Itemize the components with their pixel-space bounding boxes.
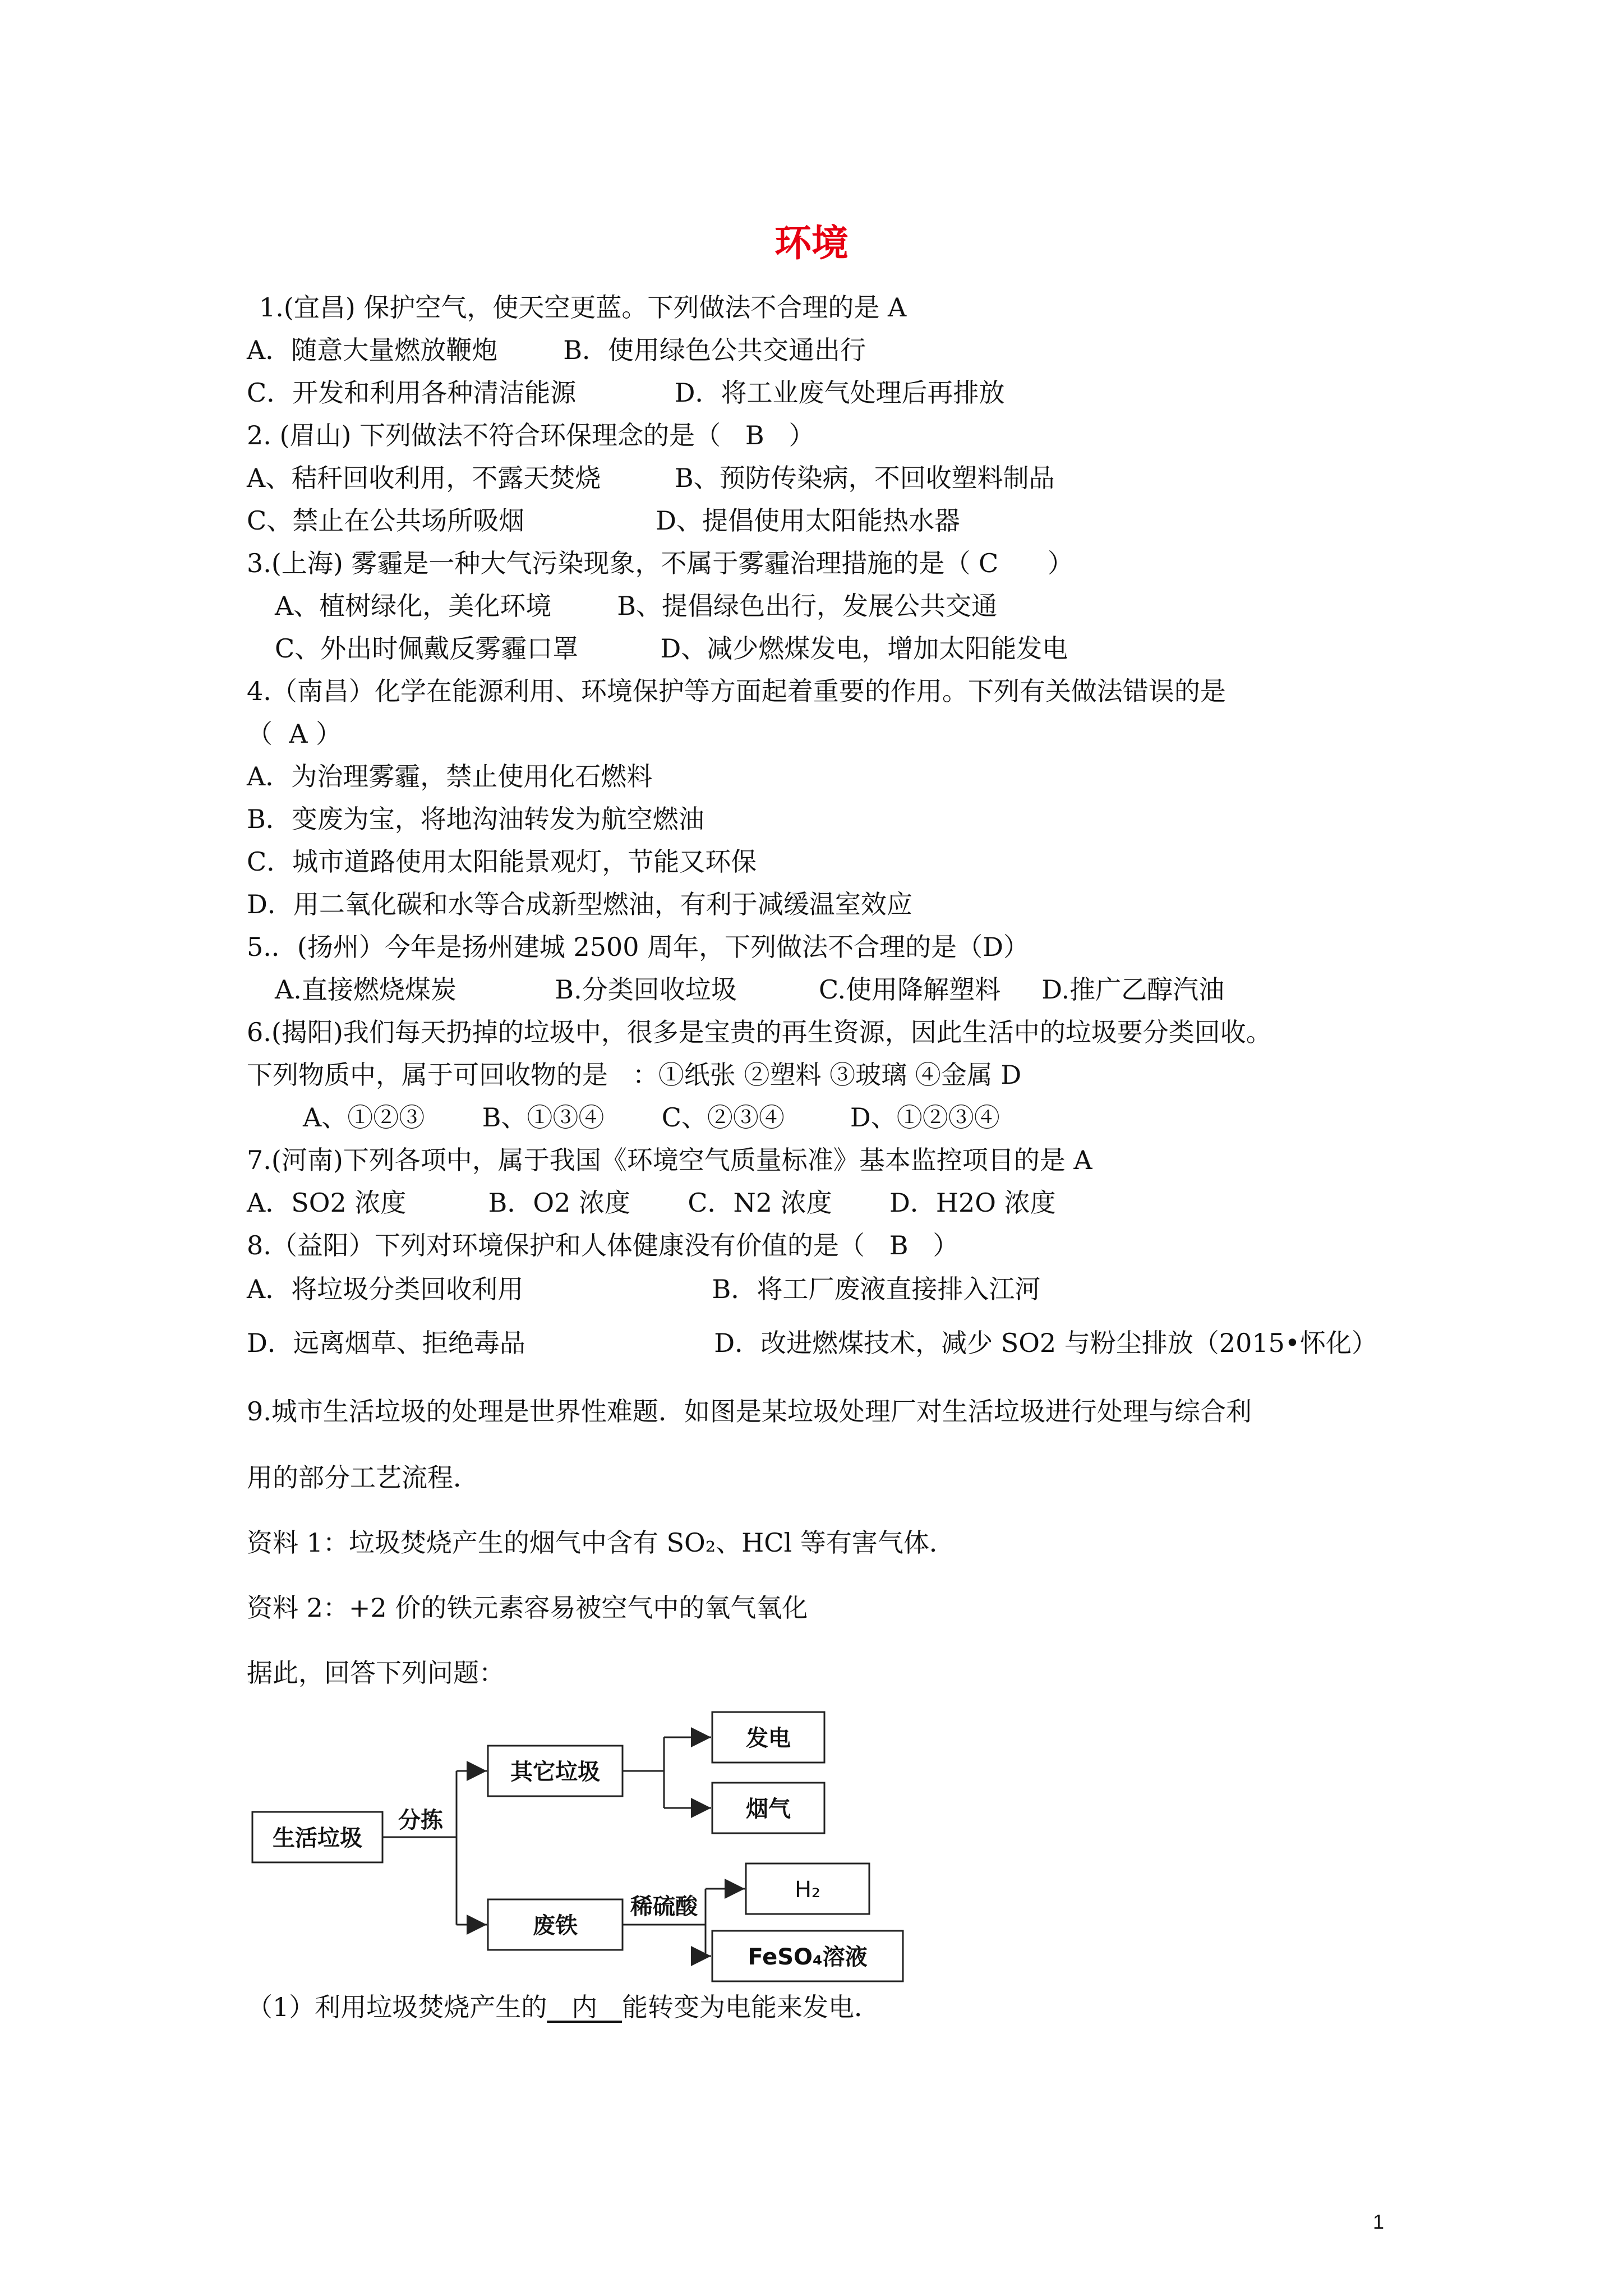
text-line: 用的部分工艺流程． [247, 1462, 479, 1493]
text-line: A、①②③ B、①③④ C、②③④ D、①②③④ [303, 1102, 1000, 1133]
text-line: A、植树绿化，美化环境 B、提倡绿色出行，发展公共交通 [275, 591, 997, 621]
text-line: 8.（益阳）下列对环境保护和人体健康没有价值的是（ B ） [247, 1230, 959, 1260]
text-line: A．为治理雾霾，禁止使用化石燃料 [247, 761, 653, 792]
text-line: 6.(揭阳)我们每天扔掉的垃圾中，很多是宝贵的再生资源，因此生活中的垃圾要分类回收。 [247, 1017, 1272, 1047]
q1-prefix: （1）利用垃圾焚烧产生的 [247, 1992, 547, 2022]
text-line: A、秸秆回收利用，不露天焚烧 B、预防传染病，不回收塑料制品 [247, 463, 1055, 493]
text-line: 7.(河南)下列各项中，属于我国《环境空气质量标准》基本监控项目的是 A [247, 1145, 1092, 1175]
page-title: 环境 [774, 222, 849, 265]
label-scrap-iron: 废铁 [533, 1913, 578, 1939]
text-line: A.直接燃烧煤炭 B.分类回收垃圾 C.使用降解塑料 D.推广乙醇汽油 [275, 974, 1225, 1005]
text-line: B．变废为宝，将地沟油转发为航空燃油 [247, 804, 704, 834]
label-smoke: 烟气 [746, 1796, 791, 1822]
text-line: A．将垃圾分类回收利用 B．将工厂废液直接排入江河 [247, 1274, 1041, 1304]
text-line: 5.．(扬州）今年是扬州建城 2500 周年，下列做法不合理的是（D） [247, 932, 1030, 962]
text-line: 3.(上海) 雾霾是一种大气污染现象，不属于雾霾治理措施的是（ C ） [247, 548, 1073, 578]
text-line: A．随意大量燃放鞭炮 B．使用绿色公共交通出行 [247, 335, 866, 365]
question-9-1 [247, 1990, 880, 2024]
text-line: 资料 1：垃圾焚烧产生的烟气中含有 SO₂、HCl 等有害气体． [247, 1527, 955, 1558]
page-number: 1 [1373, 2210, 1385, 2233]
q1-suffix: 能转变为电能来发电． [622, 1992, 880, 2022]
text-line: D．远离烟草、拒绝毒品 D．改进燃煤技术，减少 SO2 与粉尘排放（2015•怀化） [247, 1328, 1378, 1358]
text-line: 9.城市生活垃圾的处理是世界性难题．如图是某垃圾处理厂对生活垃圾进行处理与综合利 [247, 1396, 1252, 1427]
label-feso4: FeSO₄溶液 [748, 1944, 868, 1970]
text-line: （ A ） [247, 719, 342, 749]
label-h2: H₂ [794, 1877, 821, 1903]
text-line: D．用二氧化碳和水等合成新型燃油，有利于减缓温室效应 [247, 889, 912, 919]
label-dilute-sulfuric-acid: 稀硫酸 [630, 1894, 698, 1920]
text-line: C．开发和利用各种清洁能源 D．将工业废气处理后再排放 [247, 378, 1005, 408]
text-line: C、外出时佩戴反雾霾口罩 D、减少燃煤发电，增加太阳能发电 [275, 633, 1068, 664]
label-power: 发电 [746, 1726, 791, 1751]
label-other-waste: 其它垃圾 [510, 1759, 600, 1785]
q1-answer-blank: 内 [547, 1992, 623, 2022]
text-line: A．SO2 浓度 B．O2 浓度 C．N2 浓度 D．H2O 浓度 [247, 1188, 1056, 1218]
text-line: 资料 2：+2 价的铁元素容易被空气中的氧气氧化 [247, 1593, 808, 1623]
text-line: C．城市道路使用太阳能景观灯，节能又环保 [247, 846, 757, 877]
text-line: 1.(宜昌) 保护空气，使天空更蓝。下列做法不合理的是 A [259, 292, 907, 323]
text-line: C、禁止在公共场所吸烟 D、提倡使用太阳能热水器 [247, 505, 961, 536]
text-line: 4.（南昌）化学在能源利用、环境保护等方面起着重要的作用。下列有关做法错误的是 [247, 676, 1226, 706]
label-household-waste: 生活垃圾 [273, 1825, 362, 1851]
text-line: 据此，回答下列问题： [247, 1658, 505, 1688]
text-line: 下列物质中，属于可回收物的是 ：①纸张 ②塑料 ③玻璃 ④金属 D [247, 1060, 1022, 1090]
text-line: 2. (眉山) 下列做法不符合环保理念的是（ B ） [247, 420, 815, 450]
label-sorting: 分拣 [398, 1807, 443, 1833]
process-flow-diagram [247, 1700, 920, 1991]
